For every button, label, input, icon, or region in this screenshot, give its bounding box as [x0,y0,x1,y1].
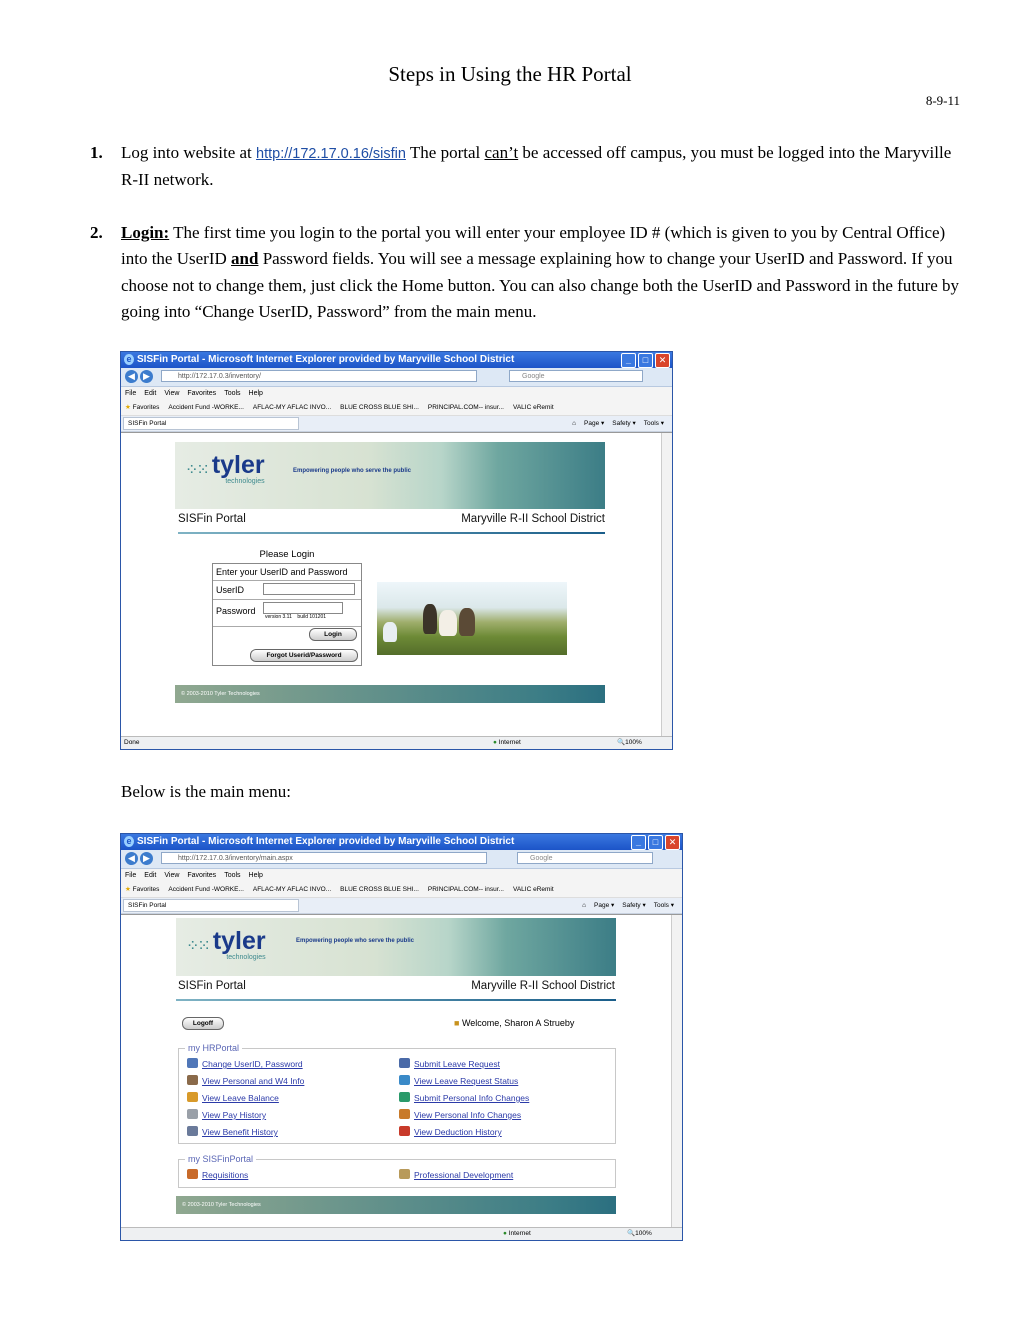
favorite-link[interactable]: Accident Fund -WORKE... [168,404,244,411]
zoom-level[interactable]: 🔍100% [627,1230,652,1237]
ie-icon: e [124,836,134,847]
login-prompt: Enter your UserID and Password [213,564,361,581]
menu-bar [121,869,682,882]
header-rule [176,999,616,1001]
favorite-link[interactable]: PRINCIPAL.COM-- insur... [427,886,504,893]
password-input[interactable] [263,602,343,614]
login-button[interactable]: Login [309,628,357,641]
menu-view[interactable]: View [164,872,180,879]
lock-icon [187,1058,198,1068]
zone-indicator: ● Internet [503,1230,531,1237]
tagline: Empowering people who serve the public [296,938,415,944]
view-leave-request-status-link[interactable]: View Leave Request Status [399,1075,518,1086]
close-icon[interactable]: ✕ [655,353,670,368]
userid-row: UserID [213,581,361,600]
people-icon [187,1075,198,1085]
edit-icon [399,1092,410,1102]
header-rule [178,532,605,534]
menu-tools[interactable]: Tools [224,872,241,879]
menu-file[interactable]: File [125,872,137,879]
close-icon[interactable]: ✕ [665,835,680,850]
logo-dots-icon: ⁘⁙ [186,937,209,955]
home-icon[interactable]: ⌂ [582,902,586,909]
menu-file[interactable]: File [125,390,137,397]
step-1 [90,140,966,194]
globe-icon: ● [503,1230,507,1237]
district-name: Maryville R-II School District [471,980,615,992]
hrportal-section [178,1043,616,1144]
menu-edit[interactable]: Edit [144,390,157,397]
development-icon [399,1169,410,1179]
search-input[interactable]: Google [509,370,643,382]
favorite-link[interactable]: VALIC eRemit [512,404,554,411]
tab-sisfin-portal[interactable]: SISFin Portal [123,417,299,430]
favorites-bar [121,882,682,898]
page-title: Steps in Using the HR Portal [388,62,632,86]
tagline: Empowering people who serve the public [293,468,412,474]
page-menu[interactable]: Page ▾ [594,902,615,909]
sisfinportal-section [178,1154,616,1188]
tyler-logo: ⁘⁙ tyler technologies [186,927,266,961]
professional-development-link[interactable]: Professional Development [399,1169,513,1180]
tyler-banner [176,918,616,976]
tyler-logo: ⁘⁙ tyler technologies [185,451,265,485]
portal-name: SISFin Portal [178,980,246,992]
search-input[interactable]: Google [517,852,653,864]
scrollbar[interactable] [661,433,672,737]
favorite-link[interactable]: Accident Fund -WORKE... [168,886,244,893]
sisfinportal-legend: my SISFinPortal [185,1154,256,1164]
pen-icon [399,1058,410,1068]
maximize-icon[interactable]: □ [648,835,663,850]
maximize-icon[interactable]: □ [638,353,653,368]
menu-edit[interactable]: Edit [144,872,157,879]
footer-band: © 2003-2010 Tyler Technologies [175,685,605,703]
submit-personal-info-changes-link[interactable]: Submit Personal Info Changes [399,1092,529,1103]
user-icon: ■ [454,1018,460,1028]
benefit-icon [187,1126,198,1136]
minimize-icon[interactable]: _ [631,835,646,850]
status-text: Done [124,739,140,746]
login-box [212,563,362,666]
status-bar [121,736,672,749]
favorites-button[interactable]: ★ Favorites [125,404,160,411]
portal-header [178,513,605,525]
forward-icon[interactable]: ▶ [140,370,153,383]
forward-icon[interactable]: ▶ [140,852,153,865]
favorite-link[interactable]: AFLAC-MY AFLAC INVO... [252,404,332,411]
tools-menu[interactable]: Tools ▾ [643,420,664,427]
favorite-link[interactable]: BLUE CROSS BLUE SHI... [340,404,419,411]
menu-help[interactable]: Help [248,390,263,397]
ie-icon: e [124,354,134,365]
step-2 [90,220,966,326]
back-icon[interactable]: ◀ [125,852,138,865]
view-personal-info-changes-link[interactable]: View Personal Info Changes [399,1109,521,1120]
url-input[interactable]: http://172.17.0.3/inventory/ [161,370,477,382]
logo-dots-icon: ⁘⁙ [185,461,208,479]
favorite-link[interactable]: BLUE CROSS BLUE SHI... [340,886,419,893]
view-personal-w4-link[interactable]: View Personal and W4 Info [187,1075,304,1086]
document-date: 8-9-11 [925,93,960,108]
step-number: 2. [90,223,103,242]
menu-help[interactable]: Help [248,872,263,879]
tab-sisfin-portal[interactable]: SISFin Portal [123,899,299,912]
main-menu-screenshot [120,833,683,1241]
menu-favorites[interactable]: Favorites [187,390,217,397]
favorite-link[interactable]: VALIC eRemit [512,886,554,893]
password-row: Password [213,600,361,627]
change-userid-password-link[interactable]: Change UserID, Password [187,1058,303,1069]
menu-bar [121,387,672,400]
favorites-button[interactable]: ★ Favorites [125,886,160,893]
status-bar [121,1227,682,1240]
login-heading: Please Login [259,549,315,560]
page-content [121,914,682,1228]
step-text: Log into website at http://172.17.0.16/sisfin The portal can’t be accessed off campus, you must be logged into the Maryville R-II network. [121,143,952,190]
hrportal-legend: my HRPortal [185,1043,242,1053]
menu-favorites[interactable]: Favorites [187,872,217,879]
safety-menu[interactable]: Safety ▾ [612,420,636,427]
view-deduction-history-link[interactable]: View Deduction History [399,1126,502,1137]
footer-band: © 2003-2010 Tyler Technologies [176,1196,616,1214]
requisitions-link[interactable]: Requisitions [187,1169,248,1180]
status-icon [399,1075,410,1085]
family-photo [377,582,567,655]
scrollbar[interactable] [671,915,682,1228]
zoom-level[interactable]: 🔍100% [617,739,642,746]
window-titlebar: e SISFin Portal - Microsoft Internet Explorer provided by Maryville School District _ □ ✕ [121,352,672,368]
view-leave-balance-link[interactable]: View Leave Balance [187,1092,279,1103]
district-name: Maryville R-II School District [461,513,605,525]
requisitions-icon [187,1169,198,1179]
portal-url-link[interactable]: http://172.17.0.16/sisfin [256,146,406,162]
tab-bar [121,416,672,432]
address-bar [121,368,672,387]
home-icon[interactable]: ⌂ [572,420,576,427]
minimize-icon[interactable]: _ [621,353,636,368]
portal-name: SISFin Portal [178,513,246,525]
globe-icon: ● [493,739,497,746]
safety-menu[interactable]: Safety ▾ [622,902,646,909]
userid-input[interactable] [263,583,355,595]
menu-tools[interactable]: Tools [224,390,241,397]
version-text: version 3.11 build 101201 [265,614,327,620]
menu-view[interactable]: View [164,390,180,397]
pay-icon [187,1109,198,1119]
tools-menu[interactable]: Tools ▾ [653,902,674,909]
deduction-icon [399,1126,410,1136]
url-input[interactable]: http://172.17.0.3/inventory/main.aspx [161,852,487,864]
star-icon: ★ [125,404,131,411]
tyler-banner [175,442,605,509]
welcome-message: ■ Welcome, Sharon A Strueby [454,1018,575,1028]
window-titlebar: e SISFin Portal - Microsoft Internet Explorer provided by Maryville School District _ □ ✕ [121,834,682,850]
changes-icon [399,1109,410,1119]
view-benefit-history-link[interactable]: View Benefit History [187,1126,278,1137]
zone-indicator: ● Internet [493,739,521,746]
main-menu-caption: Below is the main menu: [121,782,291,801]
portal-header [178,980,615,992]
step-number: 1. [90,143,103,162]
tab-bar [121,898,682,914]
view-pay-history-link[interactable]: View Pay History [187,1109,266,1120]
page-content [121,432,672,737]
balance-icon [187,1092,198,1102]
forgot-userid-password-button[interactable]: Forgot Userid/Password [250,649,358,662]
back-icon[interactable]: ◀ [125,370,138,383]
favorites-bar [121,400,672,416]
favorite-link[interactable]: PRINCIPAL.COM-- insur... [427,404,504,411]
address-bar [121,850,682,869]
logoff-button[interactable]: Logoff [182,1017,224,1030]
submit-leave-request-link[interactable]: Submit Leave Request [399,1058,500,1069]
login-screenshot [120,351,673,750]
step-text: Login: The first time you login to the portal you will enter your employee ID # (which is given to you by Central Office) into the UserID and Password fields. You will see a message explaining how to change your UserID and Password. If you choose not to change them, just click the Home button. You can also change both the UserID and Password in the future by going into “Change UserID, Password” from the main menu. [121,223,960,322]
favorite-link[interactable]: AFLAC-MY AFLAC INVO... [252,886,332,893]
page-menu[interactable]: Page ▾ [584,420,605,427]
star-icon: ★ [125,886,131,893]
